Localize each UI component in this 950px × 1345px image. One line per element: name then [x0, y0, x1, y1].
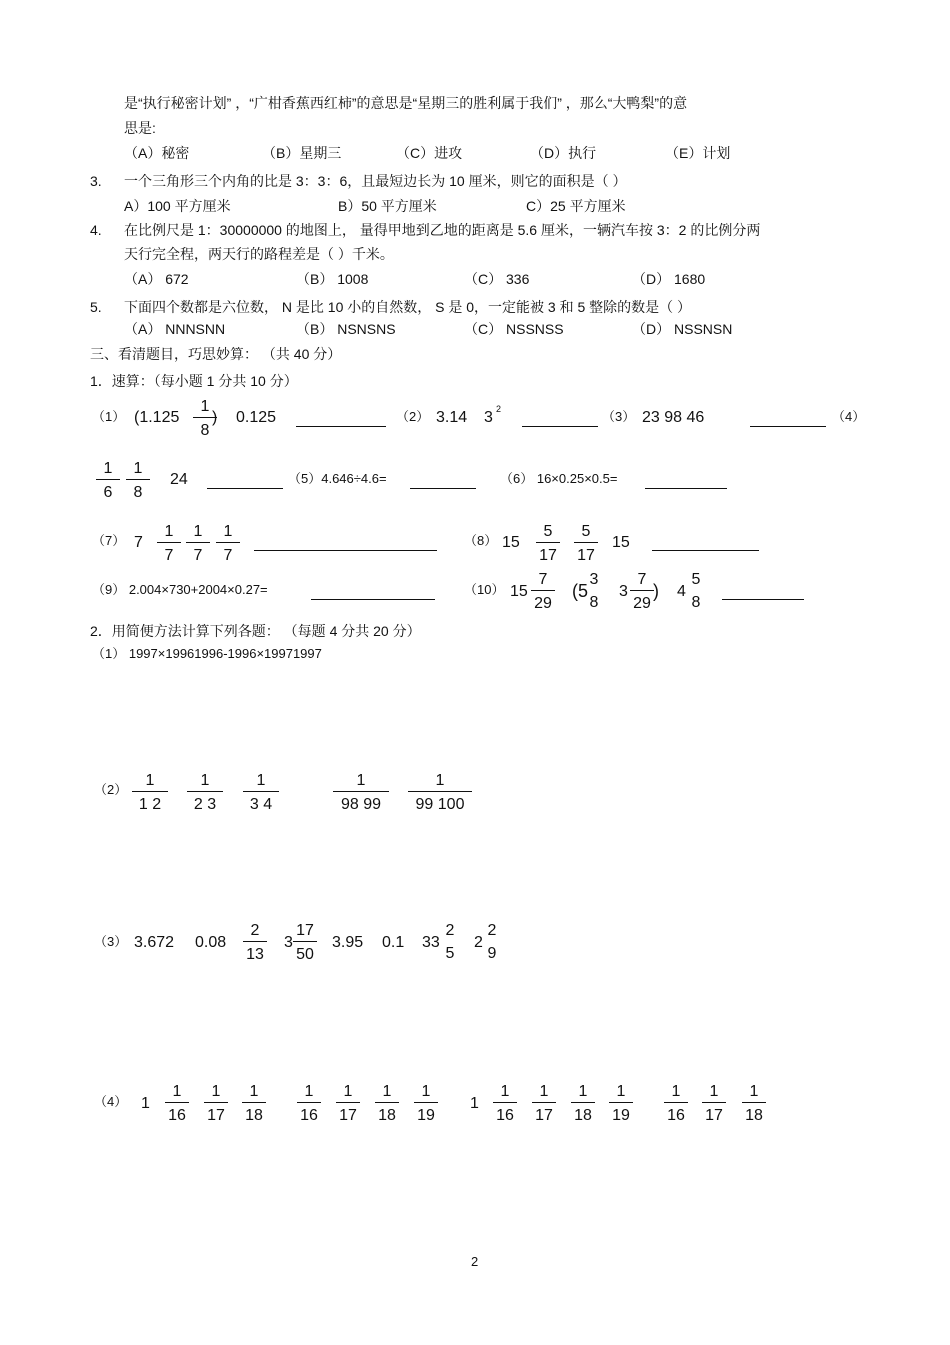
speed-calc-title: 1．速算：（每小题 1 分共 10 分）: [90, 373, 298, 389]
fraction-numerator: 1: [242, 1082, 266, 1103]
speed-q7-fraction-3: [216, 522, 240, 565]
q5-number: 5.: [90, 299, 102, 315]
speed-q3-label: （3）: [602, 409, 636, 424]
fraction-numerator: 1: [243, 771, 279, 792]
simplify-p4-fraction-1: [165, 1082, 189, 1125]
fraction-denominator: 7: [164, 547, 174, 564]
speed-q10-label: （10）: [464, 582, 505, 597]
q4-option-d: （D） 1680: [632, 271, 706, 287]
fraction-numerator: 5: [691, 571, 701, 588]
q4-option-c: （C） 336: [464, 271, 530, 287]
answer-blank-9[interactable]: [311, 598, 435, 600]
page-number: 2: [471, 1254, 479, 1269]
fraction-denominator: 3 4: [249, 796, 273, 813]
speed-q7-fraction-1: [157, 522, 181, 565]
speed-q10-whole-1: 15: [510, 583, 528, 600]
simplify-p2-label: （2）: [94, 782, 128, 797]
simplify-title: 2．用简便方法计算下列各题： （每题 4 分共 20 分）: [90, 623, 421, 639]
q4-option-b: （B） 1008: [296, 271, 369, 287]
fraction-denominator: 29: [534, 595, 552, 612]
fraction-denominator: 7: [193, 547, 203, 564]
fraction-numerator: 1: [336, 1082, 360, 1103]
fraction-denominator: 18: [745, 1107, 763, 1124]
speed-q10-fraction-4: [686, 570, 706, 612]
fraction-numerator: 5: [536, 522, 560, 543]
answer-blank-4[interactable]: [207, 487, 283, 489]
simplify-p4-fraction-3: [242, 1082, 266, 1125]
answer-blank-5[interactable]: [410, 487, 476, 489]
speed-q2-a: 3.14: [436, 409, 468, 426]
simplify-p3-whole-3: 33: [422, 934, 440, 951]
speed-q5: （5）4.646÷4.6=: [288, 471, 387, 486]
speed-q9: （9） 2.004×730+2004×0.27=: [92, 582, 268, 597]
q3-option-a: A）100 平方厘米: [124, 198, 231, 214]
simplify-p3-a: 3.672: [134, 934, 175, 951]
speed-q10-open: (5: [572, 581, 589, 601]
q4-number: 4.: [90, 222, 102, 238]
speed-q4-fraction-1: [96, 459, 120, 502]
fraction-denominator: 7: [223, 547, 233, 564]
fraction-numerator: 1: [216, 522, 240, 543]
simplify-p4-fraction-14: [742, 1082, 766, 1125]
simplify-p4-fraction-13: [702, 1082, 726, 1125]
fraction-denominator: 50: [296, 946, 314, 963]
simplify-p4-fraction-6: [375, 1082, 399, 1125]
speed-q8-fraction-1: [536, 522, 560, 565]
q2-option-b: （B）星期三: [262, 145, 342, 161]
speed-q1-open: (1.125: [134, 409, 180, 426]
fraction-numerator: 1: [571, 1082, 595, 1103]
speed-q8-fraction-2: [574, 522, 598, 565]
answer-blank-7[interactable]: [254, 549, 437, 551]
fraction-numerator: 1: [96, 459, 120, 480]
speed-q7-whole: 7: [134, 534, 143, 551]
q4-text-line1: 在比例尺是 1：30000000 的地图上， 量得甲地到乙地的距离是 5.6 厘米，一辆汽车按 3：2 的比例分两: [124, 222, 761, 238]
fraction-numerator: 1: [609, 1082, 633, 1103]
q5-option-d: （D） NSSNSN: [632, 321, 733, 337]
fraction-numerator: 1: [193, 397, 217, 418]
fraction-denominator: 17: [535, 1107, 553, 1124]
q2-option-e: （E）计划: [665, 145, 731, 161]
fraction-denominator: 1 2: [138, 796, 162, 813]
fraction-numerator: 17: [293, 921, 317, 942]
fraction-numerator: 1: [493, 1082, 517, 1103]
speed-q4-fraction-2: [126, 459, 150, 502]
speed-q1-close: ): [212, 409, 218, 426]
simplify-p4-fraction-4: [297, 1082, 321, 1125]
q3-option-b: B）50 平方厘米: [338, 198, 437, 214]
simplify-p4-fraction-12: [664, 1082, 688, 1125]
answer-blank-3[interactable]: [750, 425, 826, 427]
simplify-p3-b: 0.08: [195, 934, 227, 951]
speed-q7-fraction-2: [186, 522, 210, 565]
fraction-denominator: 16: [496, 1107, 514, 1124]
speed-q8-whole: 15: [502, 534, 520, 551]
fraction-numerator: 1: [333, 771, 389, 792]
simplify-p2-fraction-1: [132, 771, 168, 814]
answer-blank-2[interactable]: [522, 425, 598, 427]
fraction-numerator: 1: [187, 771, 223, 792]
fraction-numerator: 2: [445, 922, 455, 939]
speed-q1-label: （1）: [92, 409, 126, 424]
simplify-p2-fraction-5: [408, 771, 472, 814]
q2-text-line1: 是“执行秘密计划” ，“广柑香蕉西红柿”的意思是“星期三的胜利属于我们” ，那么“大鸭梨”的意: [124, 95, 688, 111]
q5-option-b: （B） NSNSNS: [296, 321, 396, 337]
fraction-numerator: 7: [630, 570, 654, 591]
q5-option-c: （C） NSSNSS: [464, 321, 564, 337]
fraction-numerator: 1: [204, 1082, 228, 1103]
fraction-denominator: 8: [133, 484, 143, 501]
speed-q10-fraction-3: [630, 570, 654, 613]
fraction-numerator: 1: [375, 1082, 399, 1103]
fraction-denominator: 17: [539, 547, 557, 564]
fraction-numerator: 7: [531, 570, 555, 591]
fraction-denominator: 16: [300, 1107, 318, 1124]
simplify-p4-fraction-2: [204, 1082, 228, 1125]
q5-text: 下面四个数都是六位数， N 是比 10 小的自然数， S 是 0，一定能被 3 和 5 整除的数是（ ）: [124, 299, 692, 315]
fraction-denominator: 2 3: [193, 796, 217, 813]
fraction-numerator: 3: [589, 571, 599, 588]
speed-q8-end: 15: [612, 534, 630, 551]
fraction-numerator: 2: [487, 922, 497, 939]
answer-blank-6[interactable]: [645, 487, 727, 489]
q3-text: 一个三角形三个内角的比是 3：3：6，且最短边长为 10 厘米，则它的面积是（ ）: [124, 173, 627, 189]
speed-q10-whole-4: 4: [677, 583, 686, 600]
fraction-numerator: 1: [157, 522, 181, 543]
q2-text-line2: 思是:: [124, 120, 156, 136]
fraction-numerator: 1: [408, 771, 472, 792]
fraction-denominator: 17: [577, 547, 595, 564]
fraction-numerator: 1: [742, 1082, 766, 1103]
fraction-denominator: 98 99: [340, 796, 382, 813]
fraction-numerator: 1: [165, 1082, 189, 1103]
fraction-numerator: 1: [702, 1082, 726, 1103]
simplify-p3-whole-4: 2: [474, 934, 483, 951]
answer-blank-1[interactable]: [296, 425, 386, 427]
fraction-numerator: 1: [132, 771, 168, 792]
fraction-numerator: 1: [297, 1082, 321, 1103]
q3-number: 3.: [90, 173, 102, 189]
speed-q10-fraction-1: [531, 570, 555, 613]
fraction-denominator: 13: [246, 946, 264, 963]
simplify-p3-d: 0.1: [382, 934, 405, 951]
simplify-p2-fraction-3: [243, 771, 279, 814]
speed-q10-fraction-2: [584, 570, 604, 612]
speed-q6: （6） 16×0.25×0.5=: [500, 471, 618, 486]
simplify-p4-fraction-8: [493, 1082, 517, 1125]
simplify-p3-fraction-1: [243, 921, 267, 964]
fraction-denominator: 8: [589, 594, 599, 611]
q5-option-a: （A） NNNSNN: [124, 321, 226, 337]
fraction-denominator: 19: [612, 1107, 630, 1124]
speed-q1-after: 0.125: [236, 409, 277, 426]
fraction-denominator: 9: [487, 945, 497, 962]
simplify-p4-fraction-9: [532, 1082, 556, 1125]
simplify-p2-fraction-2: [187, 771, 223, 814]
simplify-p4-one-b: 1: [470, 1095, 479, 1112]
fraction-denominator: 8: [200, 422, 210, 439]
speed-q3-text: 23 98 46: [642, 409, 705, 426]
simplify-p1: （1） 1997×19961996-1996×19971997: [92, 646, 322, 661]
simplify-p4-fraction-5: [336, 1082, 360, 1125]
q2-option-d: （D）执行: [530, 145, 597, 161]
q4-option-a: （A） 672: [124, 271, 189, 287]
fraction-numerator: 5: [574, 522, 598, 543]
simplify-p4-fraction-11: [609, 1082, 633, 1125]
fraction-numerator: 1: [414, 1082, 438, 1103]
fraction-numerator: 1: [126, 459, 150, 480]
fraction-denominator: 17: [207, 1107, 225, 1124]
fraction-denominator: 5: [445, 945, 455, 962]
q2-option-a: （A）秘密: [124, 145, 190, 161]
answer-blank-10[interactable]: [722, 598, 804, 600]
speed-q10-close: ): [653, 581, 659, 601]
section3-title: 三、看清题目，巧思妙算： （共 40 分）: [90, 346, 342, 362]
fraction-numerator: 2: [243, 921, 267, 942]
q2-option-c: （C）进攻: [396, 145, 463, 161]
speed-q7-label: （7）: [92, 533, 126, 548]
q3-option-c: C）25 平方厘米: [526, 198, 626, 214]
speed-q2-exponent: 2: [496, 404, 502, 414]
fraction-numerator: 1: [532, 1082, 556, 1103]
speed-q2-b: 3: [484, 409, 493, 426]
simplify-p3-fraction-2: [293, 921, 317, 964]
fraction-denominator: 18: [574, 1107, 592, 1124]
fraction-numerator: 1: [664, 1082, 688, 1103]
simplify-p4-one-a: 1: [141, 1095, 150, 1112]
simplify-p3-label: （3）: [94, 934, 128, 949]
q4-text-line2: 天行完全程，两天行的路程差是（ ）千米。: [124, 246, 394, 262]
fraction-denominator: 29: [633, 595, 651, 612]
fraction-denominator: 99 100: [415, 796, 465, 813]
speed-q8-label: （8）: [464, 533, 498, 548]
fraction-denominator: 17: [339, 1107, 357, 1124]
fraction-numerator: 1: [186, 522, 210, 543]
simplify-p4-fraction-7: [414, 1082, 438, 1125]
speed-q4-label: （4）: [832, 409, 866, 424]
simplify-p2-fraction-4: [333, 771, 389, 814]
fraction-denominator: 17: [705, 1107, 723, 1124]
simplify-p3-fraction-3: [440, 921, 460, 963]
speed-q4-c: 24: [170, 471, 188, 488]
simplify-p3-c: 3.95: [332, 934, 364, 951]
simplify-p3-fraction-4: [482, 921, 502, 963]
speed-q10-whole-3: 3: [619, 583, 628, 600]
fraction-denominator: 6: [103, 484, 113, 501]
simplify-p4-fraction-10: [571, 1082, 595, 1125]
speed-q2-label: （2）: [396, 409, 430, 424]
answer-blank-8[interactable]: [652, 549, 759, 551]
simplify-p4-label: （4）: [94, 1094, 128, 1109]
fraction-denominator: 18: [378, 1107, 396, 1124]
simplify-p3-whole-2: 3: [284, 934, 293, 951]
fraction-denominator: 19: [417, 1107, 435, 1124]
fraction-denominator: 16: [168, 1107, 186, 1124]
fraction-denominator: 8: [691, 594, 701, 611]
fraction-denominator: 18: [245, 1107, 263, 1124]
fraction-denominator: 16: [667, 1107, 685, 1124]
